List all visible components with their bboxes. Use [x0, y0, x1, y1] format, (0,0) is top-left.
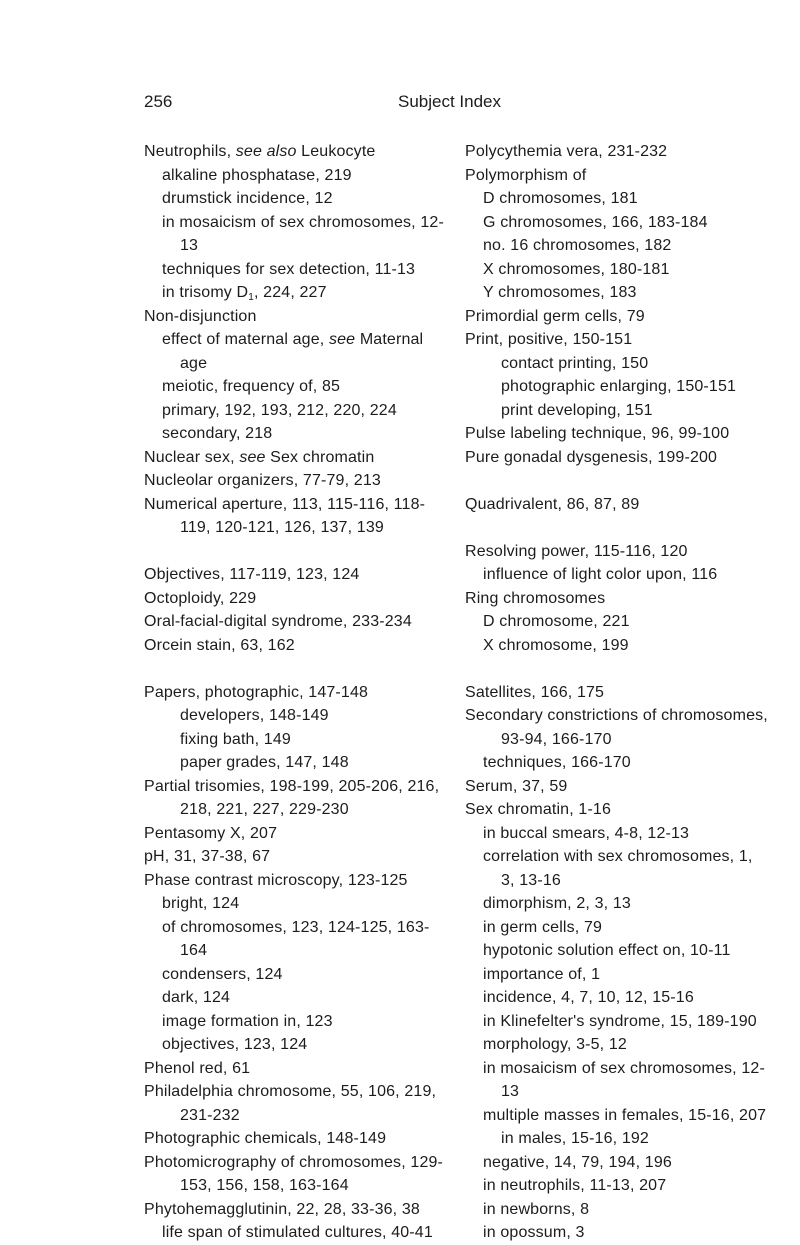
entry-subscript: 1 — [248, 292, 254, 303]
entry-text: Pulse labeling technique, 96, 99-100 — [465, 425, 730, 442]
index-entry — [144, 1080, 444, 1104]
index-entry — [144, 305, 444, 329]
index-subentry — [465, 1174, 785, 1198]
index-entry — [465, 540, 785, 564]
index-subentry — [144, 399, 444, 423]
index-entry — [144, 822, 444, 846]
entry-text-continued: Maternal — [355, 331, 424, 348]
see-reference: see also — [235, 143, 297, 160]
entry-text: in mosaicism of sex chromosomes, 12- — [162, 213, 444, 231]
entry-text: print developing, 151 — [501, 401, 653, 419]
entry-text: Phenol red, 61 — [144, 1059, 251, 1077]
entry-text: of chromosomes, 123, 124-125, 163- — [162, 918, 430, 936]
entry-text: Ring chromosomes — [465, 589, 606, 607]
entry-text: Print, positive, 150-151 — [465, 331, 633, 348]
index-subentry — [465, 375, 785, 399]
index-entry — [144, 1198, 444, 1222]
entry-text: image formation in, 123 — [162, 1012, 333, 1030]
entry-text: alkaline phosphatase, 219 — [162, 166, 352, 184]
index-entry — [144, 845, 444, 869]
entry-text: Papers, photographic, 147-148 — [144, 683, 369, 701]
index-entry — [144, 493, 444, 517]
entry-text: Partial trisomies, 198-199, 205-206, 216, — [144, 777, 440, 795]
entry-text: pH, 31, 37-38, 67 — [144, 848, 271, 865]
index-subentry — [465, 281, 785, 305]
see-reference: see — [239, 448, 266, 466]
entry-text: in Klinefelter's syndrome, 15, 189-190 — [483, 1012, 757, 1030]
entry-text: Octoploidy, 229 — [144, 589, 257, 607]
entry-text: Non-disjunction — [144, 307, 257, 325]
entry-text: in trisomy D — [162, 284, 249, 301]
index-subentry — [144, 1104, 444, 1128]
index-subentry — [465, 234, 785, 258]
entry-text: 3, 13-16 — [501, 871, 561, 889]
index-entry — [144, 1151, 444, 1175]
entry-text: influence of light color upon, 116 — [483, 566, 718, 583]
entry-text: 13 — [501, 1083, 520, 1100]
index-subentry — [465, 1010, 785, 1034]
entry-text: Polymorphism of — [465, 166, 587, 184]
entry-text: 164 — [180, 942, 208, 959]
entry-text-continued: Leukocyte — [296, 143, 376, 160]
index-subentry — [465, 1057, 785, 1081]
entry-text: incidence, 4, 7, 10, 12, 15-16 — [483, 989, 694, 1006]
index-subentry — [144, 1174, 444, 1198]
index-subentry — [465, 986, 785, 1010]
entry-text: in neutrophils, 11-13, 207 — [483, 1177, 667, 1194]
index-entry — [144, 681, 444, 705]
entry-text: importance of, 1 — [483, 965, 601, 983]
entry-text-continued: , 224, 227 — [253, 284, 327, 301]
index-entry — [465, 775, 785, 799]
index-subentry — [144, 963, 444, 987]
entry-text: correlation with sex chromosomes, 1, — [483, 848, 753, 865]
entry-text: 119, 120-121, 126, 137, 139 — [180, 519, 384, 536]
entry-text: Nuclear sex, — [144, 448, 240, 466]
entry-text: Philadelphia chromosome, 55, 106, 219, — [144, 1083, 437, 1100]
entry-text: in mosaicism of sex chromosomes, 12- — [483, 1059, 765, 1077]
index-subentry — [144, 892, 444, 916]
entry-text: negative, 14, 79, 194, 196 — [483, 1153, 672, 1171]
entry-text: developers, 148-149 — [180, 707, 329, 724]
index-entry — [144, 140, 444, 164]
index-subentry — [144, 986, 444, 1010]
index-subentry — [144, 728, 444, 752]
entry-text: life span of stimulated cultures, 40-41 — [162, 1224, 433, 1241]
index-subentry — [465, 610, 785, 634]
entry-text: morphology, 3-5, 12 — [483, 1036, 627, 1053]
entry-text: effect of maternal age, — [162, 331, 329, 348]
entry-text: fixing bath, 149 — [180, 730, 291, 748]
entry-text: D chromosomes, 181 — [483, 190, 638, 207]
entry-text: paper grades, 147, 148 — [180, 754, 349, 771]
entry-text: Oral-facial-digital syndrome, 233-234 — [144, 613, 412, 630]
index-entry — [144, 1127, 444, 1151]
entry-text: in newborns, 8 — [483, 1200, 590, 1218]
entry-text: 153, 156, 158, 163-164 — [180, 1177, 349, 1194]
index-subentry — [144, 375, 444, 399]
see-reference: see — [328, 331, 356, 348]
entry-text: primary, 192, 193, 212, 220, 224 — [162, 401, 397, 419]
index-subentry — [465, 963, 785, 987]
index-subentry — [465, 634, 785, 658]
entry-text: Resolving power, 115-116, 120 — [465, 542, 688, 560]
index-entry — [465, 140, 785, 164]
entry-text: multiple masses in females, 15-16, 207 — [483, 1106, 767, 1124]
entry-text: 231-232 — [180, 1106, 240, 1124]
entry-text: Pure gonadal dysgenesis, 199-200 — [465, 448, 718, 466]
entry-text: drumstick incidence, 12 — [162, 190, 333, 207]
entry-text: Nucleolar organizers, 77-79, 213 — [144, 472, 381, 489]
entry-text: techniques, 166-170 — [483, 754, 631, 771]
index-subentry — [465, 869, 785, 893]
index-subentry — [144, 516, 444, 540]
entry-text: G chromosomes, 166, 183-184 — [483, 213, 708, 231]
index-subentry — [465, 845, 785, 869]
entry-text: 13 — [180, 237, 199, 254]
entry-gap — [465, 469, 785, 493]
entry-text: techniques for sex detection, 11-13 — [162, 260, 416, 278]
index-entry — [465, 681, 785, 705]
entry-gap — [465, 516, 785, 540]
index-entry — [465, 305, 785, 329]
index-subentry — [144, 798, 444, 822]
entry-text: Secondary constrictions of chromosomes, — [465, 707, 768, 724]
index-subentry — [144, 1033, 444, 1057]
index-subentry — [465, 1151, 785, 1175]
index-subentry — [465, 352, 785, 376]
page-number: 256 — [144, 92, 173, 111]
entry-text: Orcein stain, 63, 162 — [144, 636, 295, 654]
index-subentry — [144, 328, 444, 352]
entry-text: meiotic, frequency of, 85 — [162, 378, 341, 395]
index-entry — [144, 869, 444, 893]
entry-text: no. 16 chromosomes, 182 — [483, 237, 672, 254]
index-entry — [144, 775, 444, 799]
entry-text: Pentasomy X, 207 — [144, 824, 278, 842]
entry-text: Quadrivalent, 86, 87, 89 — [465, 495, 640, 513]
entry-text: Numerical aperture, 113, 115-116, 118- — [144, 495, 426, 513]
index-subentry — [144, 422, 444, 446]
index-entry — [144, 1057, 444, 1081]
entry-text: in germ cells, 79 — [483, 918, 603, 936]
index-subentry — [144, 187, 444, 211]
index-subentry — [465, 563, 785, 587]
index-subentry — [465, 1127, 785, 1151]
index-entry — [465, 164, 785, 188]
entry-text: secondary, 218 — [162, 425, 273, 442]
entry-text: bright, 124 — [162, 895, 240, 912]
index-subentry — [144, 751, 444, 775]
index-subentry — [465, 1080, 785, 1104]
index-subentry — [144, 939, 444, 963]
index-subentry — [465, 728, 785, 752]
entry-text: 93-94, 166-170 — [501, 730, 612, 748]
index-entry — [465, 704, 785, 728]
index-column-left — [144, 140, 444, 1245]
entry-text: photographic enlarging, 150-151 — [501, 378, 737, 395]
index-entry — [144, 587, 444, 611]
index-entry — [144, 469, 444, 493]
index-subentry — [465, 1033, 785, 1057]
entry-text: Phase contrast microscopy, 123-125 — [144, 871, 408, 889]
index-subentry — [465, 187, 785, 211]
entry-text: hypotonic solution effect on, 10-11 — [483, 942, 731, 959]
index-entry — [465, 422, 785, 446]
index-subentry — [465, 1198, 785, 1222]
entry-text: 218, 221, 227, 229-230 — [180, 801, 349, 818]
index-subentry — [465, 211, 785, 235]
index-subentry — [144, 916, 444, 940]
entry-text: Photomicrography of chromosomes, 129- — [144, 1153, 444, 1171]
index-subentry — [465, 822, 785, 846]
index-subentry — [465, 1104, 785, 1128]
index-subentry — [465, 399, 785, 423]
index-subentry — [144, 234, 444, 258]
index-entry — [465, 493, 785, 517]
entry-text: Neutrophils, — [144, 143, 236, 160]
entry-text: D chromosome, 221 — [483, 613, 630, 630]
index-subentry — [144, 164, 444, 188]
index-subentry — [144, 352, 444, 376]
index-entry — [144, 563, 444, 587]
entry-text: in opossum, 3 — [483, 1224, 585, 1241]
index-subentry — [144, 1010, 444, 1034]
running-title: Subject Index — [398, 92, 502, 111]
entry-text: Polycythemia vera, 231-232 — [465, 143, 668, 160]
index-entry — [465, 587, 785, 611]
index-entry — [465, 446, 785, 470]
entry-text: Objectives, 117-119, 123, 124 — [144, 566, 360, 583]
entry-text: dimorphism, 2, 3, 13 — [483, 895, 631, 912]
entry-text: X chromosome, 199 — [483, 636, 629, 654]
entry-text: objectives, 123, 124 — [162, 1036, 308, 1053]
index-column-right — [465, 140, 785, 1245]
entry-gap — [144, 657, 444, 681]
index-subentry — [465, 892, 785, 916]
index-subentry — [465, 258, 785, 282]
entry-text: dark, 124 — [162, 989, 231, 1006]
entry-text: age — [180, 354, 208, 372]
index-entry — [465, 798, 785, 822]
index-subentry — [144, 211, 444, 235]
entry-text: contact printing, 150 — [501, 354, 649, 372]
index-subentry — [465, 916, 785, 940]
index-entry — [144, 610, 444, 634]
index-subentry — [465, 751, 785, 775]
index-entry — [144, 446, 444, 470]
index-subentry — [144, 281, 444, 305]
entry-text: in males, 15-16, 192 — [501, 1130, 649, 1147]
entry-text: Phytohemagglutinin, 22, 28, 33-36, 38 — [144, 1200, 420, 1218]
index-subentry — [465, 939, 785, 963]
entry-gap — [144, 540, 444, 564]
entry-text: Y chromosomes, 183 — [483, 284, 637, 301]
index-entry — [144, 634, 444, 658]
entry-gap — [465, 657, 785, 681]
entry-text: Serum, 37, 59 — [465, 777, 568, 795]
entry-text: Photographic chemicals, 148-149 — [144, 1130, 387, 1147]
page-header — [0, 92, 800, 118]
index-subentry — [144, 258, 444, 282]
entry-text: X chromosomes, 180-181 — [483, 260, 670, 278]
index-entry — [465, 328, 785, 352]
entry-text: Satellites, 166, 175 — [465, 683, 605, 701]
entry-text-continued: Sex chromatin — [265, 448, 375, 466]
entry-text: Primordial germ cells, 79 — [465, 307, 645, 325]
entry-text: Sex chromatin, 1-16 — [465, 801, 612, 818]
entry-text: in buccal smears, 4-8, 12-13 — [483, 824, 690, 842]
entry-text: condensers, 124 — [162, 965, 283, 983]
index-subentry — [144, 704, 444, 728]
